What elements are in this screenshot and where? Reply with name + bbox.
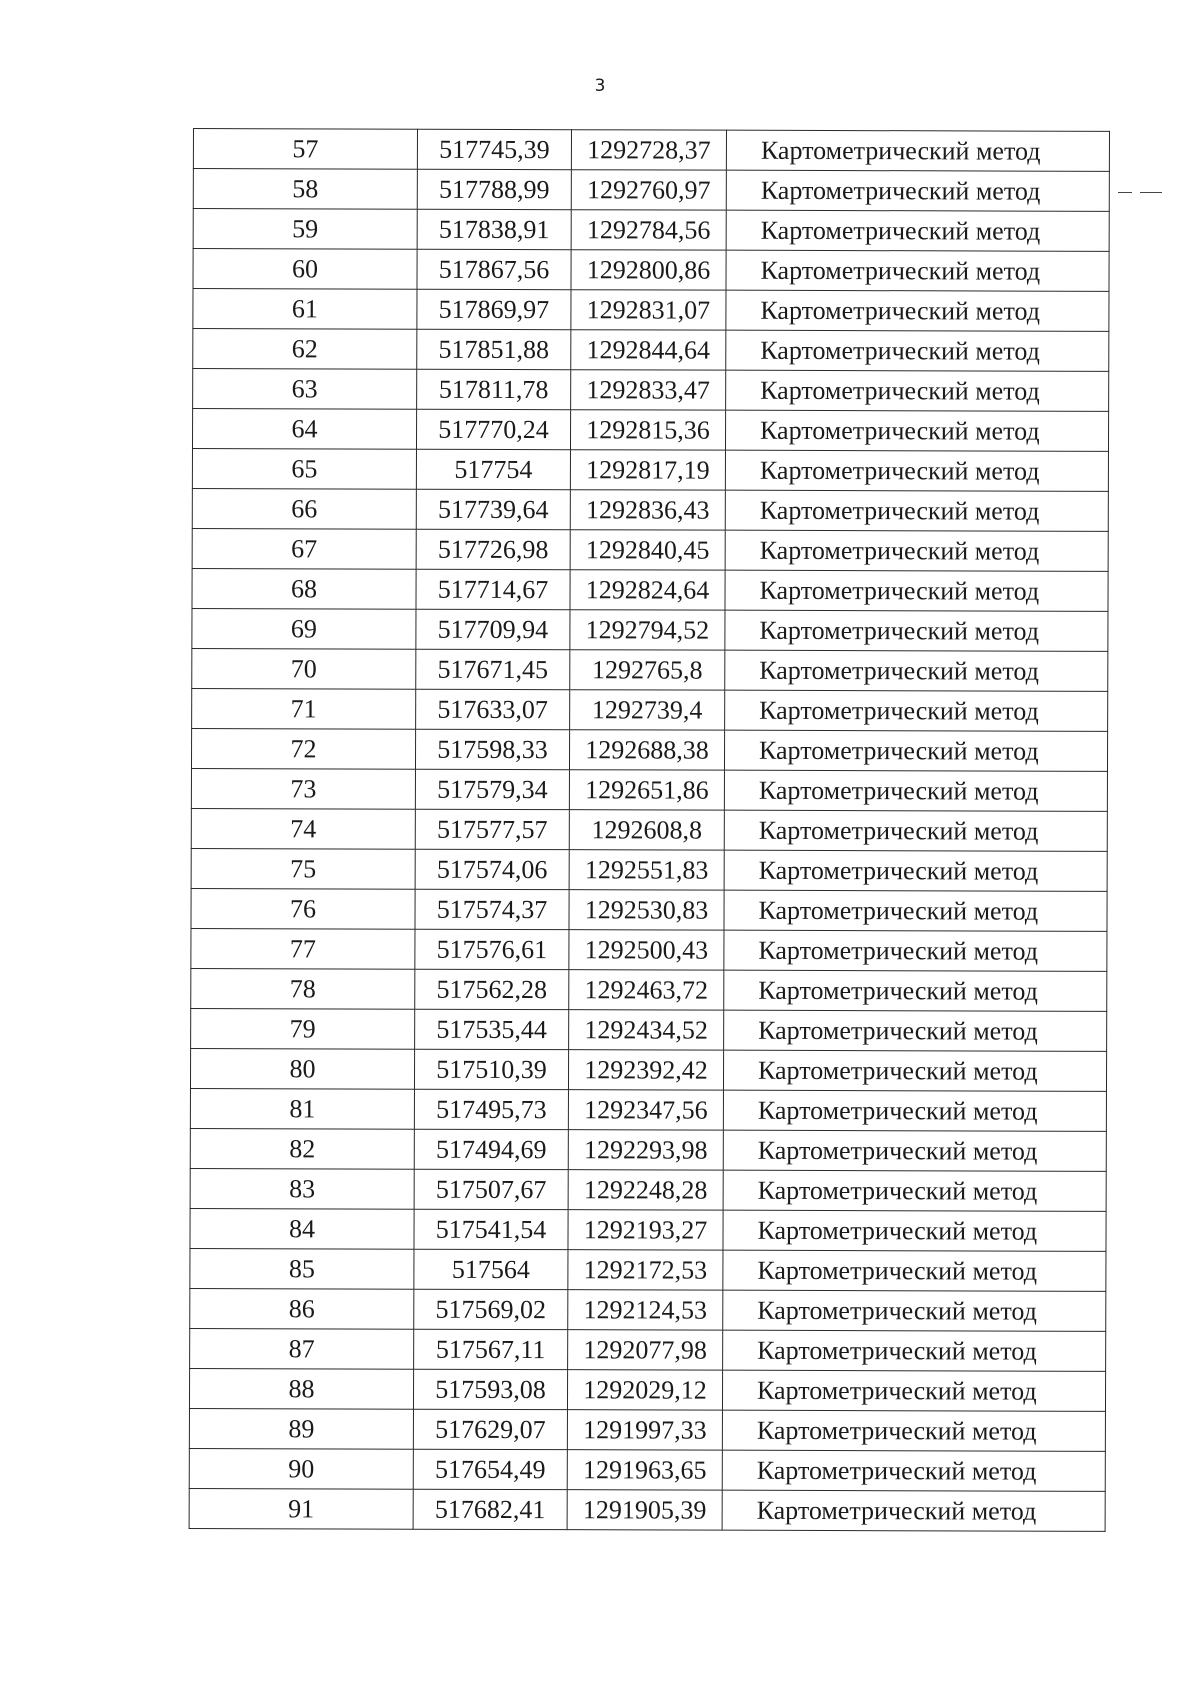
point-number-cell: 87 <box>190 1328 414 1369</box>
x-coordinate-cell: 517574,06 <box>415 849 569 889</box>
table-row <box>191 1008 1107 1051</box>
point-number-cell: 88 <box>189 1368 413 1409</box>
y-coordinate-cell: 1292765,8 <box>570 650 725 690</box>
x-coordinate-cell: 517811,78 <box>417 369 571 409</box>
x-coordinate-cell: 517564 <box>414 1249 568 1289</box>
table-row <box>192 688 1108 731</box>
coordinates-table-body <box>189 129 1109 1532</box>
y-coordinate-cell: 1292824,64 <box>570 570 725 610</box>
x-coordinate-cell: 517726,98 <box>416 529 570 569</box>
x-coordinate-cell: 517869,97 <box>417 289 571 329</box>
point-number-cell: 58 <box>193 169 417 210</box>
y-coordinate-cell: 1292836,43 <box>570 490 725 530</box>
y-coordinate-cell: 1292794,52 <box>570 610 725 650</box>
x-coordinate-cell: 517576,61 <box>415 929 569 969</box>
y-coordinate-cell: 1292833,47 <box>571 370 726 410</box>
scan-mark <box>1140 192 1162 193</box>
point-number-cell: 81 <box>190 1088 414 1129</box>
y-coordinate-cell: 1292831,07 <box>571 290 726 330</box>
method-cell: Картометрический метод <box>725 530 1108 571</box>
y-coordinate-cell: 1292728,37 <box>571 130 726 170</box>
point-number-cell: 60 <box>193 249 417 290</box>
y-coordinate-cell: 1292029,12 <box>567 1370 722 1410</box>
method-cell: Картометрический метод <box>725 650 1108 691</box>
method-cell: Картометрический метод <box>724 1010 1107 1051</box>
x-coordinate-cell: 517569,02 <box>414 1289 568 1329</box>
point-number-cell: 74 <box>191 808 415 849</box>
y-coordinate-cell: 1291905,39 <box>567 1490 722 1530</box>
point-number-cell: 72 <box>191 728 415 769</box>
page-number: 3 <box>594 76 606 96</box>
method-cell: Картометрический метод <box>726 210 1109 251</box>
y-coordinate-cell: 1292500,43 <box>569 930 724 970</box>
y-coordinate-cell: 1292293,98 <box>568 1130 723 1170</box>
table-row <box>190 1248 1106 1291</box>
method-cell: Картометрический метод <box>724 730 1107 771</box>
method-cell: Картометрический метод <box>722 1410 1105 1451</box>
point-number-cell: 69 <box>192 608 416 649</box>
table-row <box>192 608 1108 651</box>
table-row <box>191 808 1107 851</box>
x-coordinate-cell: 517574,37 <box>415 889 569 929</box>
table-row <box>191 928 1107 971</box>
point-number-cell: 59 <box>193 209 417 250</box>
table-row <box>190 1048 1106 1091</box>
table-row <box>190 1328 1106 1371</box>
table-row <box>192 648 1108 691</box>
y-coordinate-cell: 1292784,56 <box>571 210 726 250</box>
x-coordinate-cell: 517709,94 <box>416 609 570 649</box>
x-coordinate-cell: 517495,73 <box>414 1089 568 1129</box>
y-coordinate-cell: 1292124,53 <box>568 1290 723 1330</box>
point-number-cell: 57 <box>193 129 417 170</box>
x-coordinate-cell: 517629,07 <box>413 1409 567 1449</box>
y-coordinate-cell: 1292608,8 <box>569 810 724 850</box>
x-coordinate-cell: 517510,39 <box>414 1049 568 1089</box>
method-cell: Картометрический метод <box>723 1330 1106 1371</box>
method-cell: Картометрический метод <box>724 810 1107 851</box>
point-number-cell: 83 <box>190 1168 414 1209</box>
method-cell: Картометрический метод <box>723 1050 1106 1091</box>
y-coordinate-cell: 1292077,98 <box>568 1330 723 1370</box>
y-coordinate-cell: 1292248,28 <box>568 1170 723 1210</box>
point-number-cell: 63 <box>193 369 417 410</box>
method-cell: Картометрический метод <box>725 690 1108 731</box>
point-number-cell: 68 <box>192 568 416 609</box>
table-row <box>189 1408 1105 1451</box>
y-coordinate-cell: 1292739,4 <box>570 690 725 730</box>
x-coordinate-cell: 517714,67 <box>416 569 570 609</box>
y-coordinate-cell: 1292688,38 <box>569 730 724 770</box>
y-coordinate-cell: 1291963,65 <box>567 1450 722 1490</box>
table-row <box>193 169 1109 212</box>
point-number-cell: 73 <box>191 768 415 809</box>
y-coordinate-cell: 1292530,83 <box>569 890 724 930</box>
table-row <box>190 1128 1106 1171</box>
table-row <box>193 369 1109 412</box>
table-row <box>191 728 1107 771</box>
x-coordinate-cell: 517577,57 <box>415 809 569 849</box>
method-cell: Картометрический метод <box>725 610 1108 651</box>
y-coordinate-cell: 1292815,36 <box>570 410 725 450</box>
y-coordinate-cell: 1292172,53 <box>568 1250 723 1290</box>
y-coordinate-cell: 1292817,19 <box>570 450 725 490</box>
x-coordinate-cell: 517633,07 <box>416 689 570 729</box>
x-coordinate-cell: 517562,28 <box>415 969 569 1009</box>
table-row <box>192 568 1108 611</box>
y-coordinate-cell: 1292193,27 <box>568 1210 723 1250</box>
table-row <box>189 1488 1105 1531</box>
y-coordinate-cell: 1292840,45 <box>570 530 725 570</box>
y-coordinate-cell: 1292434,52 <box>569 1010 724 1050</box>
x-coordinate-cell: 517739,64 <box>416 489 570 529</box>
point-number-cell: 89 <box>189 1408 413 1449</box>
method-cell: Картометрический метод <box>722 1490 1105 1531</box>
table-row <box>190 1168 1106 1211</box>
x-coordinate-cell: 517598,33 <box>415 729 569 769</box>
y-coordinate-cell: 1292551,83 <box>569 850 724 890</box>
method-cell: Картометрический метод <box>724 770 1107 811</box>
point-number-cell: 62 <box>193 329 417 370</box>
method-cell: Картометрический метод <box>723 1290 1106 1331</box>
scan-mark <box>1118 192 1132 193</box>
table-row <box>193 329 1109 372</box>
x-coordinate-cell: 517535,44 <box>415 1009 569 1049</box>
point-number-cell: 64 <box>192 409 416 450</box>
point-number-cell: 82 <box>190 1128 414 1169</box>
table-row <box>193 129 1109 172</box>
method-cell: Картометрический метод <box>723 1170 1106 1211</box>
method-cell: Картометрический метод <box>723 1130 1106 1171</box>
table-row <box>193 249 1109 292</box>
method-cell: Картометрический метод <box>726 170 1109 211</box>
x-coordinate-cell: 517567,11 <box>414 1329 568 1369</box>
method-cell: Картометрический метод <box>724 970 1107 1011</box>
y-coordinate-cell: 1291997,33 <box>567 1410 722 1450</box>
x-coordinate-cell: 517541,54 <box>414 1209 568 1249</box>
point-number-cell: 86 <box>190 1288 414 1329</box>
table-row <box>191 768 1107 811</box>
method-cell: Картометрический метод <box>725 570 1108 611</box>
point-number-cell: 71 <box>192 688 416 729</box>
method-cell: Картометрический метод <box>726 330 1109 371</box>
method-cell: Картометрический метод <box>724 890 1107 931</box>
table-row <box>192 528 1108 571</box>
x-coordinate-cell: 517838,91 <box>417 209 571 249</box>
point-number-cell: 66 <box>192 488 416 529</box>
x-coordinate-cell: 517754 <box>416 449 570 489</box>
point-number-cell: 76 <box>191 888 415 929</box>
method-cell: Картометрический метод <box>726 290 1109 331</box>
y-coordinate-cell: 1292760,97 <box>571 170 726 210</box>
x-coordinate-cell: 517867,56 <box>417 249 571 289</box>
point-number-cell: 77 <box>191 928 415 969</box>
method-cell: Картометрический метод <box>726 250 1109 291</box>
point-number-cell: 61 <box>193 289 417 330</box>
y-coordinate-cell: 1292651,86 <box>569 770 724 810</box>
method-cell: Картометрический метод <box>723 1210 1106 1251</box>
point-number-cell: 65 <box>192 449 416 490</box>
table-row <box>189 1448 1105 1491</box>
table-row <box>191 848 1107 891</box>
x-coordinate-cell: 517593,08 <box>413 1369 567 1409</box>
method-cell: Картометрический метод <box>722 1450 1105 1491</box>
method-cell: Картометрический метод <box>726 370 1109 411</box>
point-number-cell: 79 <box>191 1008 415 1049</box>
y-coordinate-cell: 1292800,86 <box>571 250 726 290</box>
y-coordinate-cell: 1292392,42 <box>568 1050 723 1090</box>
point-number-cell: 84 <box>190 1208 414 1249</box>
point-number-cell: 80 <box>190 1048 414 1089</box>
method-cell: Картометрический метод <box>723 1090 1106 1131</box>
method-cell: Картометрический метод <box>724 930 1107 971</box>
point-number-cell: 67 <box>192 528 416 569</box>
x-coordinate-cell: 517507,67 <box>414 1169 568 1209</box>
table-row <box>193 289 1109 332</box>
x-coordinate-cell: 517494,69 <box>414 1129 568 1169</box>
x-coordinate-cell: 517851,88 <box>417 329 571 369</box>
method-cell: Картометрический метод <box>724 850 1107 891</box>
coordinates-table <box>189 128 1110 1532</box>
x-coordinate-cell: 517788,99 <box>417 169 571 209</box>
table-row <box>193 209 1109 252</box>
method-cell: Картометрический метод <box>722 1370 1105 1411</box>
y-coordinate-cell: 1292844,64 <box>571 330 726 370</box>
method-cell: Картометрический метод <box>725 410 1108 451</box>
point-number-cell: 85 <box>190 1248 414 1289</box>
table-row <box>190 1088 1106 1131</box>
method-cell: Картометрический метод <box>726 130 1109 171</box>
x-coordinate-cell: 517682,41 <box>413 1489 567 1529</box>
point-number-cell: 91 <box>189 1488 413 1529</box>
table-row <box>192 409 1108 452</box>
point-number-cell: 78 <box>191 968 415 1009</box>
table-row <box>190 1288 1106 1331</box>
x-coordinate-cell: 517579,34 <box>415 769 569 809</box>
y-coordinate-cell: 1292463,72 <box>569 970 724 1010</box>
table-row <box>191 968 1107 1011</box>
method-cell: Картометрический метод <box>725 490 1108 531</box>
point-number-cell: 75 <box>191 848 415 889</box>
table-row <box>192 449 1108 492</box>
method-cell: Картометрический метод <box>723 1250 1106 1291</box>
table-row <box>192 488 1108 531</box>
table-row <box>190 1208 1106 1251</box>
table-row <box>191 888 1107 931</box>
x-coordinate-cell: 517654,49 <box>413 1449 567 1489</box>
x-coordinate-cell: 517671,45 <box>416 649 570 689</box>
x-coordinate-cell: 517770,24 <box>416 409 570 449</box>
table-row <box>189 1368 1105 1411</box>
method-cell: Картометрический метод <box>725 450 1108 491</box>
x-coordinate-cell: 517745,39 <box>417 129 571 169</box>
point-number-cell: 90 <box>189 1448 413 1489</box>
point-number-cell: 70 <box>192 648 416 689</box>
y-coordinate-cell: 1292347,56 <box>568 1090 723 1130</box>
